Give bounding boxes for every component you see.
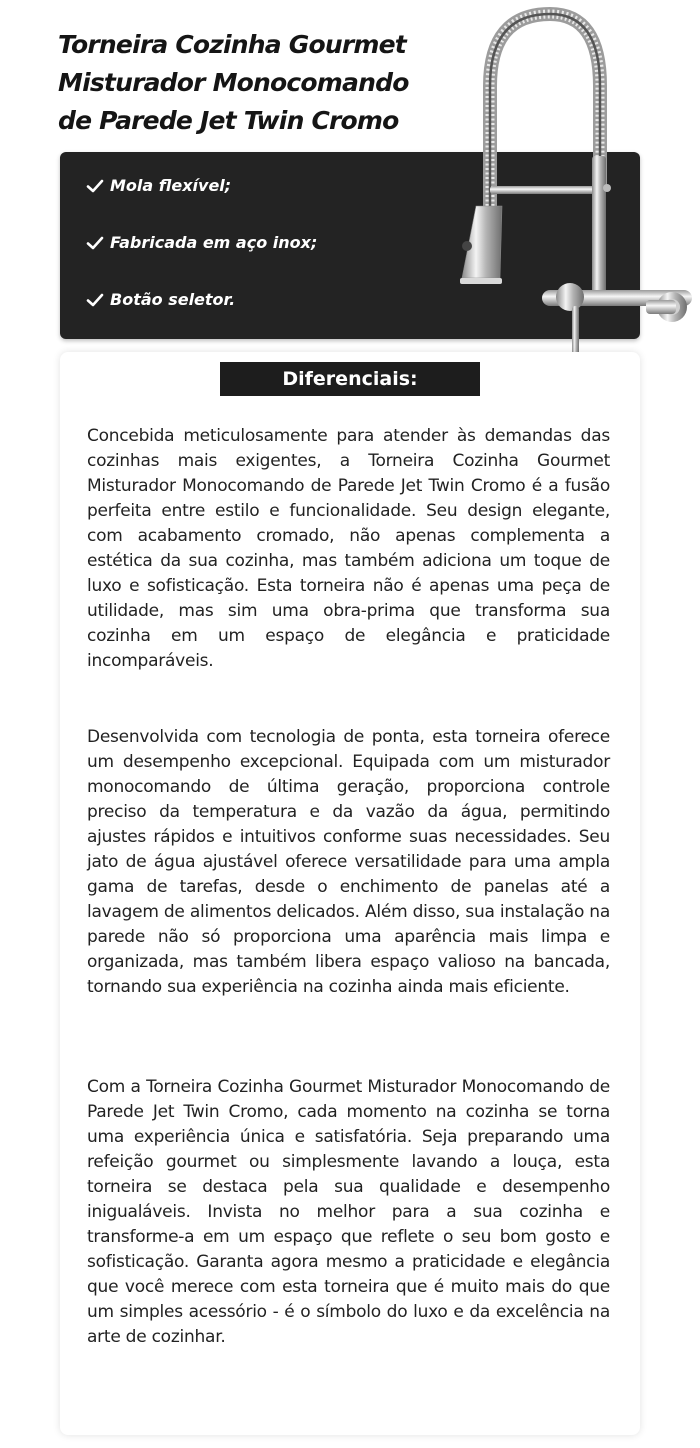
description-paragraph-1: Concebida meticulosamente para atender às demandas das cozinhas mais exigentes, a Torneira Cozinha Gourmet Misturador Monocomando de Parede Jet Twin Cromo é a fusão perfeita entre estilo e funcionalidade. Seu design elegante, com acabamento cromado, não apenas complementa a estética da sua cozinha, mas também adiciona um toque de luxo e sofisticação. Esta torneira não é apenas uma peça de utilidade, mas sim uma obra-prima que transforma sua cozinha em um espaço de elegância e praticidade incomparáveis. <box>87 426 610 671</box>
product-title-line-1: Torneira Cozinha Gourmet <box>58 30 406 59</box>
description-paragraph-2: Desenvolvida com tecnologia de ponta, esta torneira oferece um desempenho excepcional. Equipada com um misturador monocomando de última geração, proporciona controle preciso da temperatura e da vazão da água, permitindo ajustes rápidos e intuitivos conforme suas necessidades. Seu jato de água ajustável oferece versatilidade para uma ampla gama de tarefas, desde o enchimento de panelas até a lavagem de alimentos delicados. Além disso, sua instalação na parede não só proporciona uma aparência mais limpa e organizada, mas também libera espaço valioso na bancada, tornando sua experiência na cozinha ainda mais eficiente. <box>87 727 610 997</box>
check-icon <box>86 178 104 194</box>
differentials-heading: Diferenciais: <box>220 362 480 396</box>
product-title-line-3: de Parede Jet Twin Cromo <box>58 106 399 135</box>
feature-label: Fabricada em aço inox; <box>110 233 318 252</box>
feature-item-selector <box>86 290 235 309</box>
description-paragraph-3: Com a Torneira Cozinha Gourmet Misturador Monocomando de Parede Jet Twin Cromo, cada momento na cozinha se torna uma experiência única e satisfatória. Seja preparando uma refeição gourmet ou simplesmente lavando a louça, esta torneira se destaca pela sua qualidade e desempenho inigualáveis. Invista no melhor para a sua cozinha e transforme-a em um espaço que reflete o seu bom gosto e sofisticação. Garanta agora mesmo a praticidade e elegância que você merece com esta torneira que é muito mais do que um simples acessório - é o símbolo do luxo e da excelência na arte de cozinhar. <box>87 1077 610 1347</box>
feature-item-steel <box>86 233 317 252</box>
check-icon <box>86 292 104 308</box>
check-icon <box>86 235 104 251</box>
feature-label: Mola flexível; <box>110 176 232 195</box>
product-title-line-2: Misturador Monocomando <box>58 68 409 97</box>
differentials-card <box>60 352 640 1435</box>
feature-label: Botão seletor. <box>110 290 236 309</box>
feature-item-spring <box>86 176 231 195</box>
faucet-product-image <box>450 6 700 368</box>
product-title <box>58 26 478 140</box>
